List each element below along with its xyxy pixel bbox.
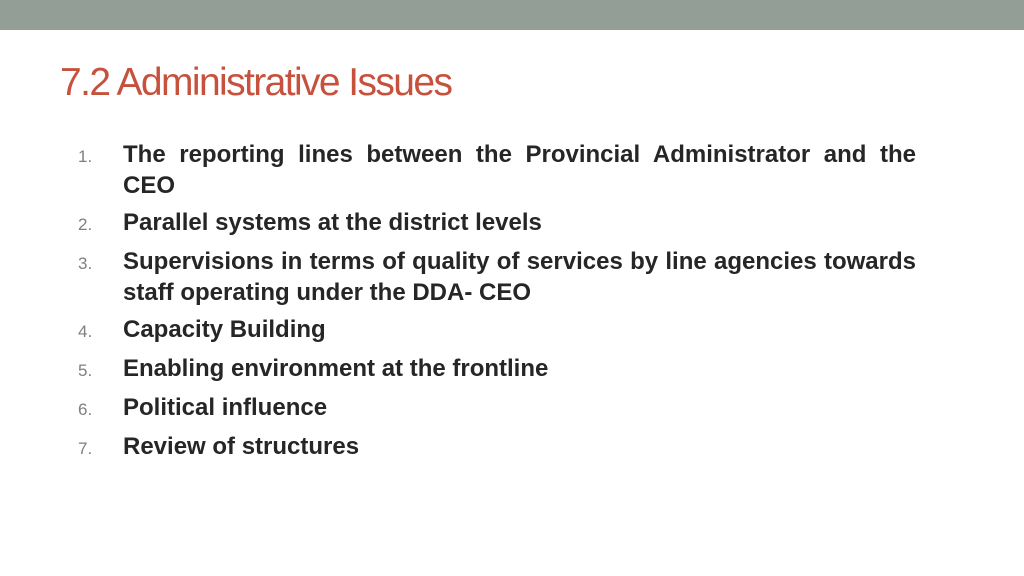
item-text: Political influence xyxy=(123,394,328,421)
item-number: 2. xyxy=(78,215,93,234)
item-text: Supervisions in terms of quality of services by line agencies towards staff operating under the DDA- CEO xyxy=(123,248,916,306)
item-number: 1. xyxy=(78,147,93,166)
item-text: Parallel systems at the district levels xyxy=(123,209,542,236)
item-number: 5. xyxy=(78,361,93,380)
list-item xyxy=(78,246,916,308)
list-item xyxy=(78,353,916,386)
top-banner-bar xyxy=(0,0,1024,30)
list-item xyxy=(78,314,916,347)
list-item xyxy=(78,207,916,240)
list-item xyxy=(78,139,916,201)
item-number: 4. xyxy=(78,322,93,341)
item-number: 7. xyxy=(78,439,93,458)
item-text: Capacity Building xyxy=(123,316,326,343)
item-number: 6. xyxy=(78,400,93,419)
item-number: 3. xyxy=(78,254,93,273)
item-text: Review of structures xyxy=(123,433,360,460)
list-item xyxy=(78,431,916,464)
list-item xyxy=(78,392,916,425)
item-text: Enabling environment at the frontline xyxy=(123,355,549,382)
slide-title: 7.2 Administrative Issues xyxy=(60,61,452,104)
item-text: The reporting lines between the Provincial Administrator and the CEO xyxy=(123,141,916,199)
issue-list xyxy=(78,139,916,470)
